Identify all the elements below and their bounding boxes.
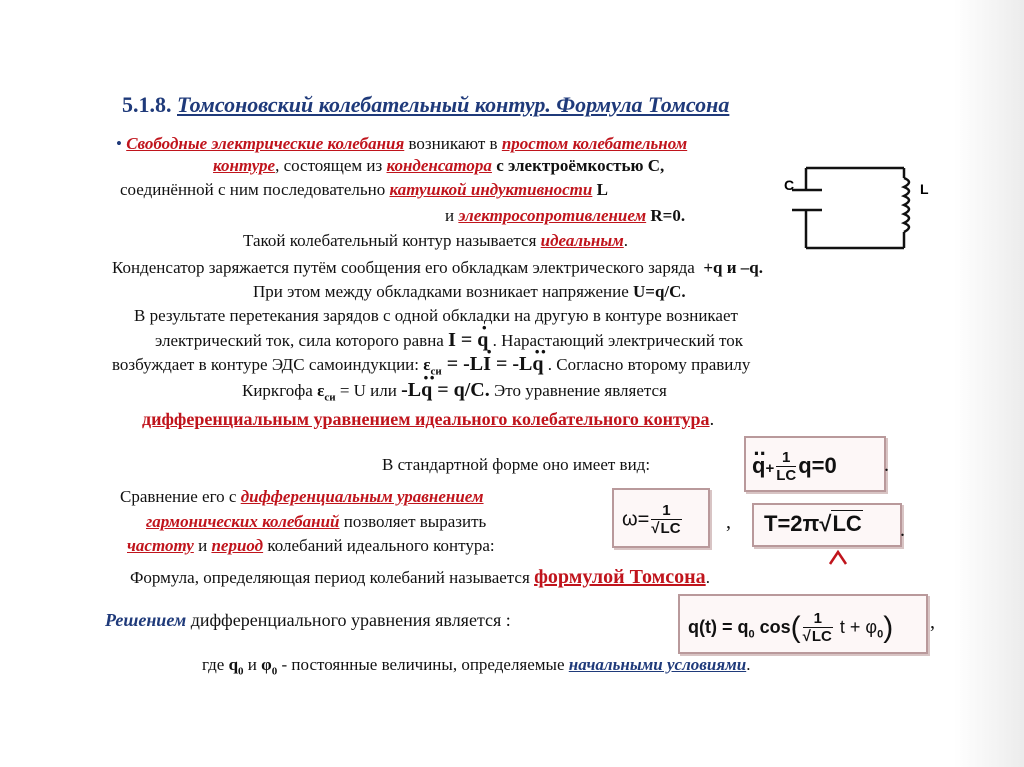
solution-line [105,610,511,630]
term-resistance: электросопротивлением [458,206,647,225]
text: , состоящем из [275,156,387,175]
text: = -L [490,353,533,375]
text: При этом между обкладками возникает напряжение [253,282,633,301]
text: 0 [238,665,244,678]
text: · I [483,354,491,374]
text: возникают в [404,134,502,153]
std-dot: . [884,454,889,476]
text: + [765,459,775,477]
term-period: период [211,536,264,555]
period-dot: . [900,519,905,541]
capacitor-label: C [784,177,795,193]
title-number: 5.1.8. [122,92,172,117]
text: cos [754,616,791,637]
page-edge-shadow [954,0,1024,767]
text: В стандартной форме оно имеет вид: [382,455,651,474]
p2-line4 [155,330,743,351]
bullet: • [116,134,122,153]
text: · q [477,330,488,350]
cmp-line2 [146,512,486,532]
text: φ [261,655,272,674]
text: позволяет выразить [339,512,487,531]
text: где [202,655,229,674]
p2-line1 [112,258,763,278]
p2-line3 [134,306,738,326]
term-diff-equation-2: дифференциальным уравнением [240,487,484,506]
page-title [122,92,729,118]
text: 1 [803,610,833,628]
text: В результате перетекания зарядов с одной обкладки на другую в контуре возникает [134,306,738,325]
title-text: Томсоновский колебательный контур. Формула Томсона [177,92,730,117]
text: Конденсатор заряжается путём сообщения его обкладкам электрического заряда [112,258,695,277]
text: Киркгофа [242,381,318,400]
text: колебаний идеального контура: [263,536,495,555]
text: соединённой с ним последовательно [120,180,390,199]
comma: , [726,511,731,533]
text: . [746,655,751,674]
arrow-up-icon [826,548,850,568]
text: ·· q [421,380,432,400]
text: дифференциального уравнения является : [186,610,511,630]
text: си [324,391,336,404]
term-circuit: контуре [213,156,276,175]
fraction: $\frac{1}{√LC}$ [802,610,832,645]
solution-box: $q(t) = q_0$ cos( $\frac{1}{√LC}$ $t + \varphi_0$) [678,594,928,654]
text: и [243,655,262,674]
text: -L [401,379,422,401]
last-line [202,655,750,681]
text: ·· q [752,453,765,479]
std-form-text [382,455,650,475]
p2-line7 [142,409,714,429]
text: 0 [271,665,278,678]
term-initial-conditions: начальными условиями [568,655,747,674]
text: LC [660,520,681,537]
p2-line2 [253,282,686,302]
fraction: $\frac{1}{√LC}$ [651,502,681,537]
term-solution: Решением [105,610,187,630]
text: U=q/C. [633,282,686,301]
text: возбуждает в контуре ЭДС самоиндукции: [112,355,424,374]
term-simple-circuit: простом колебательном [501,134,688,153]
term-harmonic: гармонических колебаний [146,512,340,531]
text: I [448,329,456,351]
term-frequency: частоту [127,536,194,555]
text: LC [811,628,832,645]
text: q(t) = q [688,616,749,637]
term-inductor: катушкой индуктивности [389,180,593,199]
cmp-line1 [120,487,484,507]
text: . [623,231,629,250]
text: 1 [776,449,796,467]
thomson-line [130,567,710,588]
thomson-formula-box: T=2π√LC [752,503,902,547]
p2-line6 [242,380,667,407]
text: q [228,655,239,674]
text: Такой колебательный контур называется [243,231,541,250]
std-equation-box [744,436,886,492]
text: ε [423,355,431,374]
text: ·· q [532,354,543,374]
text: 1 [651,502,681,520]
sol-comma: , [930,611,935,633]
text: = U или [335,381,402,400]
text: . [705,568,710,587]
text: Формула, определяющая период колебаний называется [130,568,535,587]
text: 0 [877,628,884,641]
text: . Согласно второму правилу [543,355,751,374]
text: ε [317,381,325,400]
p1-line4 [445,206,685,226]
text: = q/C. [432,379,490,401]
text: с электроёмкостью C, [491,156,665,175]
text: R=0. [646,206,686,225]
inductor-label: L [920,181,929,197]
text: T=2π [764,511,820,536]
text: . Нарастающий электрический ток [488,331,744,350]
p1-line5 [243,231,628,251]
text: 0 [748,628,755,641]
text: - постоянные величины, определяемые [277,655,569,674]
p1-line1 [116,134,687,154]
p1-line3 [120,180,608,200]
text: электрический ток, сила которого равна [155,331,449,350]
term-capacitor: конденсатора [386,156,492,175]
text: и [445,206,459,225]
p1-line2 [213,156,664,176]
text: LC [776,467,797,484]
text: Это уравнение является [489,381,667,400]
text: t + φ [834,616,878,637]
text: Сравнение его с [120,487,241,506]
text: LC [832,511,862,536]
text: и [193,536,212,555]
text: ω= [622,508,650,531]
fraction [776,449,796,485]
cmp-line3 [127,536,495,556]
omega-box [612,488,710,548]
text: си [430,365,442,378]
text: L [592,180,608,199]
term-free-oscillations: Свободные электрические колебания [126,134,405,153]
lc-circuit-diagram [780,160,940,260]
text: = -L [441,353,484,375]
term-thomson-formula: формулой Томсона [534,566,706,588]
term-ideal: идеальным [540,231,624,250]
text: +q и –q. [703,258,764,277]
text: q=0 [798,452,837,478]
text: . [709,409,715,429]
text: = [455,329,478,351]
term-diff-equation: дифференциальным уравнением идеального колебательного контура [142,409,710,429]
